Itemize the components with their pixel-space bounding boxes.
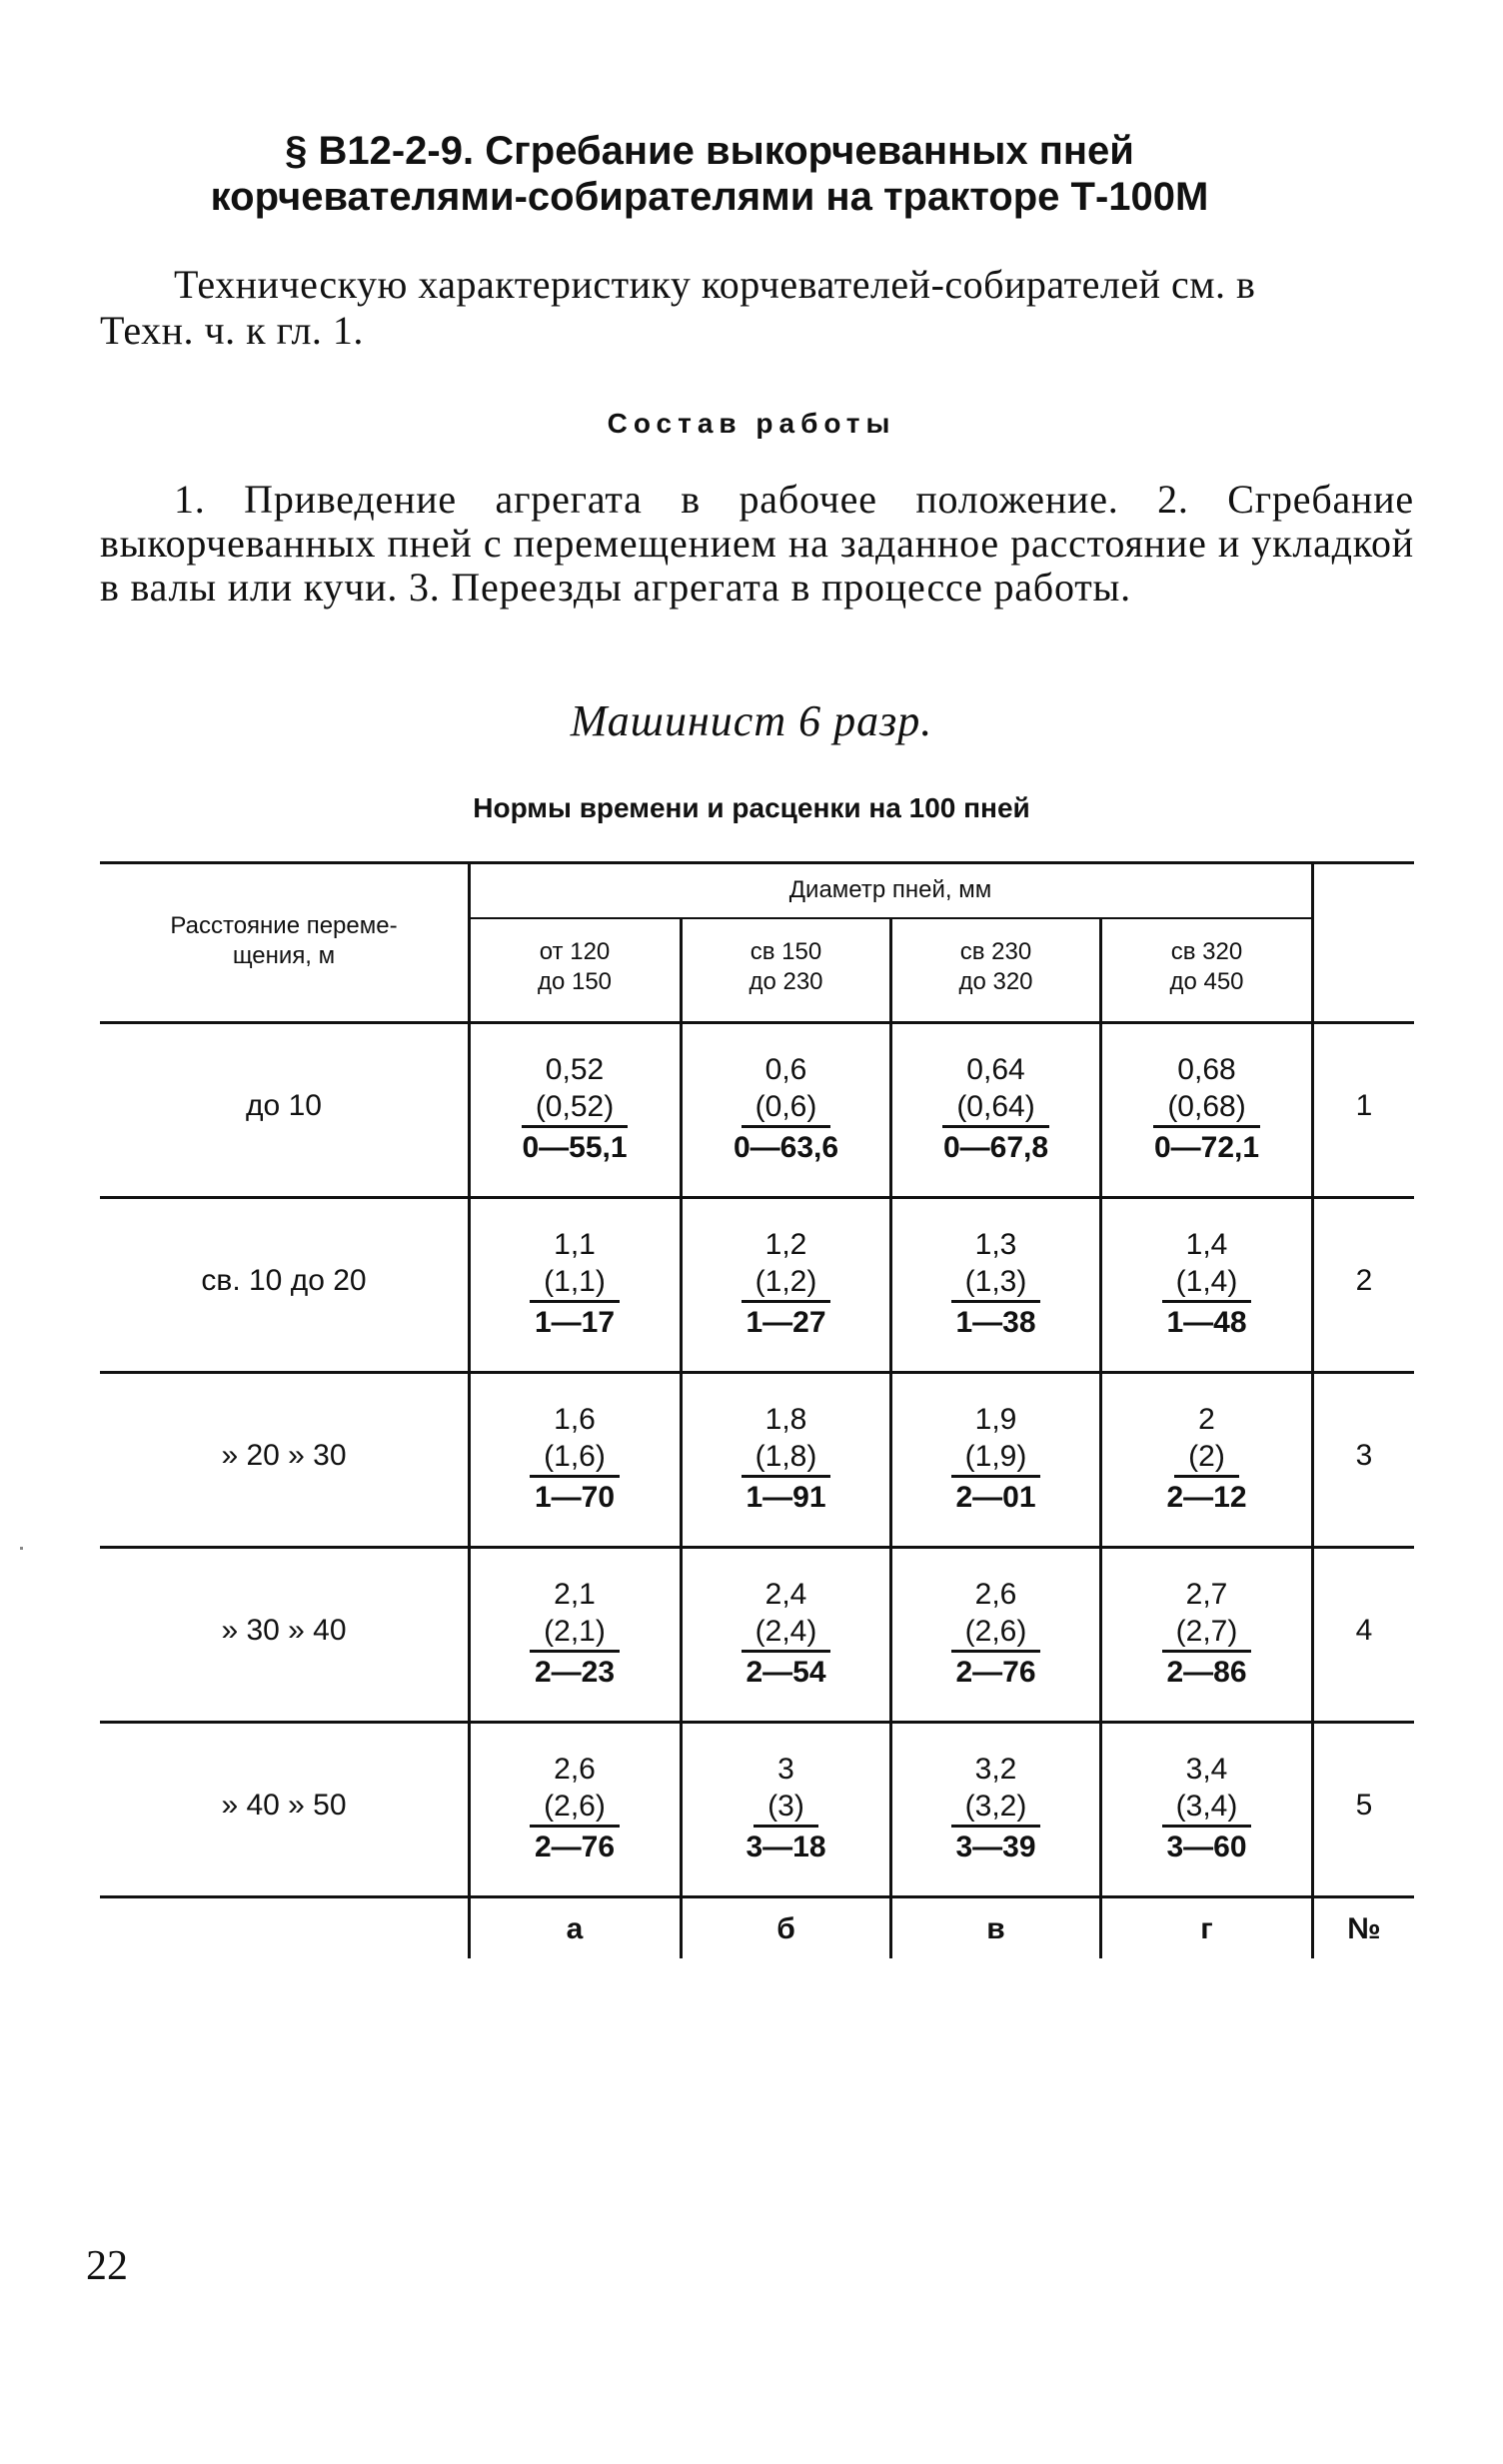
- price-value: 3—60: [1166, 1831, 1247, 1863]
- norm-paren-value: (1,4): [1162, 1264, 1252, 1303]
- header-bottom-rule: [100, 1021, 1414, 1024]
- price-value: 2—01: [955, 1481, 1036, 1514]
- norm-value: 2,6: [554, 1753, 596, 1786]
- table-cell: [892, 1226, 1099, 1343]
- work-composition-text: 1. Приведение агрегата в рабочее положение. 2. Сгребание выкорчеванных пней с перемещением на заданное расстояние и укладкой в валы или кучи. 3. Переезды агрегата в процессе работы.: [100, 477, 1414, 610]
- section-title-line2: корчевателями-собирателями на тракторе Т-100М: [210, 175, 1209, 219]
- table-cell: [683, 1751, 889, 1867]
- table-cell: [892, 1401, 1099, 1518]
- price-value: 1—48: [1166, 1306, 1247, 1339]
- row-header: [100, 911, 468, 971]
- row-rule-3: [100, 1546, 1414, 1549]
- row-label: » 40 » 50: [221, 1789, 347, 1822]
- table-cell: [683, 1576, 889, 1693]
- price-value: 2—76: [534, 1831, 616, 1863]
- row-label: » 30 » 40: [221, 1614, 347, 1647]
- norm-value: 2,7: [1185, 1578, 1228, 1611]
- norms-table: [100, 861, 1414, 1960]
- norm-paren-value: (2,7): [1162, 1614, 1252, 1653]
- col-header-b-line1: св 150: [750, 938, 822, 965]
- norm-paren-value: (3): [753, 1789, 818, 1828]
- price-value: 2—12: [1166, 1481, 1247, 1514]
- section-title: [200, 128, 1219, 220]
- norm-paren-value: (0,6): [742, 1089, 831, 1128]
- price-value: 1—91: [746, 1481, 826, 1514]
- table-cell: [892, 1051, 1099, 1168]
- row-label: » 20 » 30: [221, 1439, 347, 1472]
- row-rule-4: [100, 1721, 1414, 1724]
- col-letter-d: г: [1200, 1912, 1213, 1945]
- table-bottom-rule: [100, 1895, 1414, 1898]
- group-header: Диаметр пней, мм: [788, 876, 992, 903]
- price-value: 1—70: [534, 1481, 616, 1514]
- norm-paren-value: (2,6): [951, 1614, 1041, 1653]
- intro-line1: Техническую характеристику корчевателей-собирателей см. в: [174, 262, 1256, 307]
- price-value: 1—17: [534, 1306, 616, 1339]
- col-header-a-line2: до 150: [537, 968, 613, 995]
- price-value: 0—55,1: [522, 1131, 628, 1164]
- table-cell: [1102, 1226, 1311, 1343]
- table-cell: [683, 1051, 889, 1168]
- table-cell: [470, 1401, 680, 1518]
- norm-paren-value: (2,6): [530, 1789, 620, 1828]
- row-number: 5: [1355, 1789, 1373, 1822]
- number-column-label: №: [1347, 1912, 1381, 1945]
- norm-paren-value: (3,4): [1162, 1789, 1252, 1828]
- row-rule-2: [100, 1371, 1414, 1374]
- price-value: 1—27: [746, 1306, 826, 1339]
- table-cell: [892, 1751, 1099, 1867]
- norm-paren-value: (1,9): [951, 1439, 1041, 1478]
- norm-value: 1,3: [974, 1228, 1017, 1261]
- table-cell: [1102, 1051, 1311, 1168]
- row-number: 1: [1355, 1089, 1373, 1122]
- norm-paren-value: (3,2): [951, 1789, 1041, 1828]
- row-header-line1: Расстояние переме-: [170, 912, 398, 939]
- norm-paren-value: (1,1): [530, 1264, 620, 1303]
- norm-value: 2,6: [974, 1578, 1017, 1611]
- norm-paren-value: (1,3): [951, 1264, 1041, 1303]
- norm-value: 3,4: [1185, 1753, 1228, 1786]
- col-header-c-line1: св 230: [959, 938, 1032, 965]
- scan-speck: [20, 1547, 23, 1550]
- page-number: 22: [86, 2243, 128, 2289]
- norm-value: 2,1: [554, 1578, 596, 1611]
- col-letter-b: б: [776, 1912, 795, 1945]
- norm-value: 1,2: [764, 1228, 807, 1261]
- norm-value: 1,4: [1185, 1228, 1228, 1261]
- norm-value: 1,1: [554, 1228, 596, 1261]
- col-header-b-line2: до 230: [749, 968, 823, 995]
- price-value: 2—86: [1166, 1656, 1247, 1689]
- price-value: 2—76: [955, 1656, 1036, 1689]
- table-top-rule: [100, 861, 1414, 864]
- price-value: 3—18: [746, 1831, 826, 1863]
- price-value: 0—67,8: [942, 1131, 1049, 1164]
- col-letter-a: а: [566, 1912, 584, 1945]
- norm-value: 1,6: [554, 1403, 596, 1436]
- row-rule-1: [100, 1196, 1414, 1199]
- norm-value: 3: [777, 1753, 794, 1786]
- norm-value: 1,9: [974, 1403, 1017, 1436]
- table-cell: [470, 1226, 680, 1343]
- col-header-a-line1: от 120: [539, 938, 611, 965]
- row-label: до 10: [246, 1089, 322, 1122]
- norm-value: 0,68: [1177, 1053, 1236, 1086]
- table-cell: [470, 1576, 680, 1693]
- norm-paren-value: (0,52): [522, 1089, 628, 1128]
- table-cell: [1102, 1401, 1311, 1518]
- norm-paren-value: (1,8): [742, 1439, 831, 1478]
- row-header-line2: щения, м: [232, 942, 336, 969]
- price-value: 0—63,6: [733, 1131, 839, 1164]
- col-letter-c: в: [986, 1912, 1005, 1945]
- norm-paren-value: (2): [1174, 1439, 1239, 1478]
- norm-paren-value: (2,1): [530, 1614, 620, 1653]
- col-header-a: [470, 937, 680, 997]
- norm-paren-value: (1,2): [742, 1264, 831, 1303]
- intro-paragraph: [100, 262, 1414, 354]
- col-header-c-line2: до 320: [958, 968, 1033, 995]
- price-value: 2—23: [534, 1656, 616, 1689]
- table-cell: [683, 1226, 889, 1343]
- col-header-d: [1102, 937, 1311, 997]
- section-title-line1: § В12-2-9. Сгребание выкорчеванных пней: [285, 129, 1134, 173]
- norm-value: 2,4: [764, 1578, 807, 1611]
- intro-line2: Техн. ч. к гл. 1.: [100, 308, 364, 353]
- norm-paren-value: (1,6): [530, 1439, 620, 1478]
- table-cell: [470, 1751, 680, 1867]
- price-value: 2—54: [746, 1656, 826, 1689]
- col-header-d-line1: св 320: [1170, 938, 1243, 965]
- worker-category: Машинист 6 разр.: [570, 696, 933, 745]
- norm-paren-value: (0,68): [1153, 1089, 1259, 1128]
- price-value: 3—39: [955, 1831, 1036, 1863]
- col-header-b: [683, 937, 889, 997]
- norm-paren-value: (2,4): [742, 1614, 831, 1653]
- norm-value: 0,52: [545, 1053, 605, 1086]
- price-value: 0—72,1: [1153, 1131, 1260, 1164]
- table-cell: [470, 1051, 680, 1168]
- table-cell: [892, 1576, 1099, 1693]
- norm-value: 0,64: [966, 1053, 1025, 1086]
- row-number: 3: [1355, 1439, 1373, 1472]
- norm-paren-value: (0,64): [942, 1089, 1048, 1128]
- table-cell: [1102, 1576, 1311, 1693]
- col-header-d-line2: до 450: [1169, 968, 1244, 995]
- norm-value: 3,2: [974, 1753, 1017, 1786]
- row-number: 2: [1355, 1264, 1373, 1297]
- col-header-c: [892, 937, 1099, 997]
- norm-value: 1,8: [764, 1403, 807, 1436]
- norm-value: 2: [1198, 1403, 1215, 1436]
- table-caption: Нормы времени и расценки на 100 пней: [473, 792, 1030, 823]
- row-number: 4: [1355, 1614, 1373, 1647]
- table-cell: [683, 1401, 889, 1518]
- norm-value: 0,6: [764, 1053, 807, 1086]
- table-cell: [1102, 1751, 1311, 1867]
- row-label: св. 10 до 20: [201, 1264, 367, 1297]
- price-value: 1—38: [955, 1306, 1036, 1339]
- work-composition: [100, 478, 1414, 610]
- work-composition-heading: Состав работы: [607, 408, 896, 439]
